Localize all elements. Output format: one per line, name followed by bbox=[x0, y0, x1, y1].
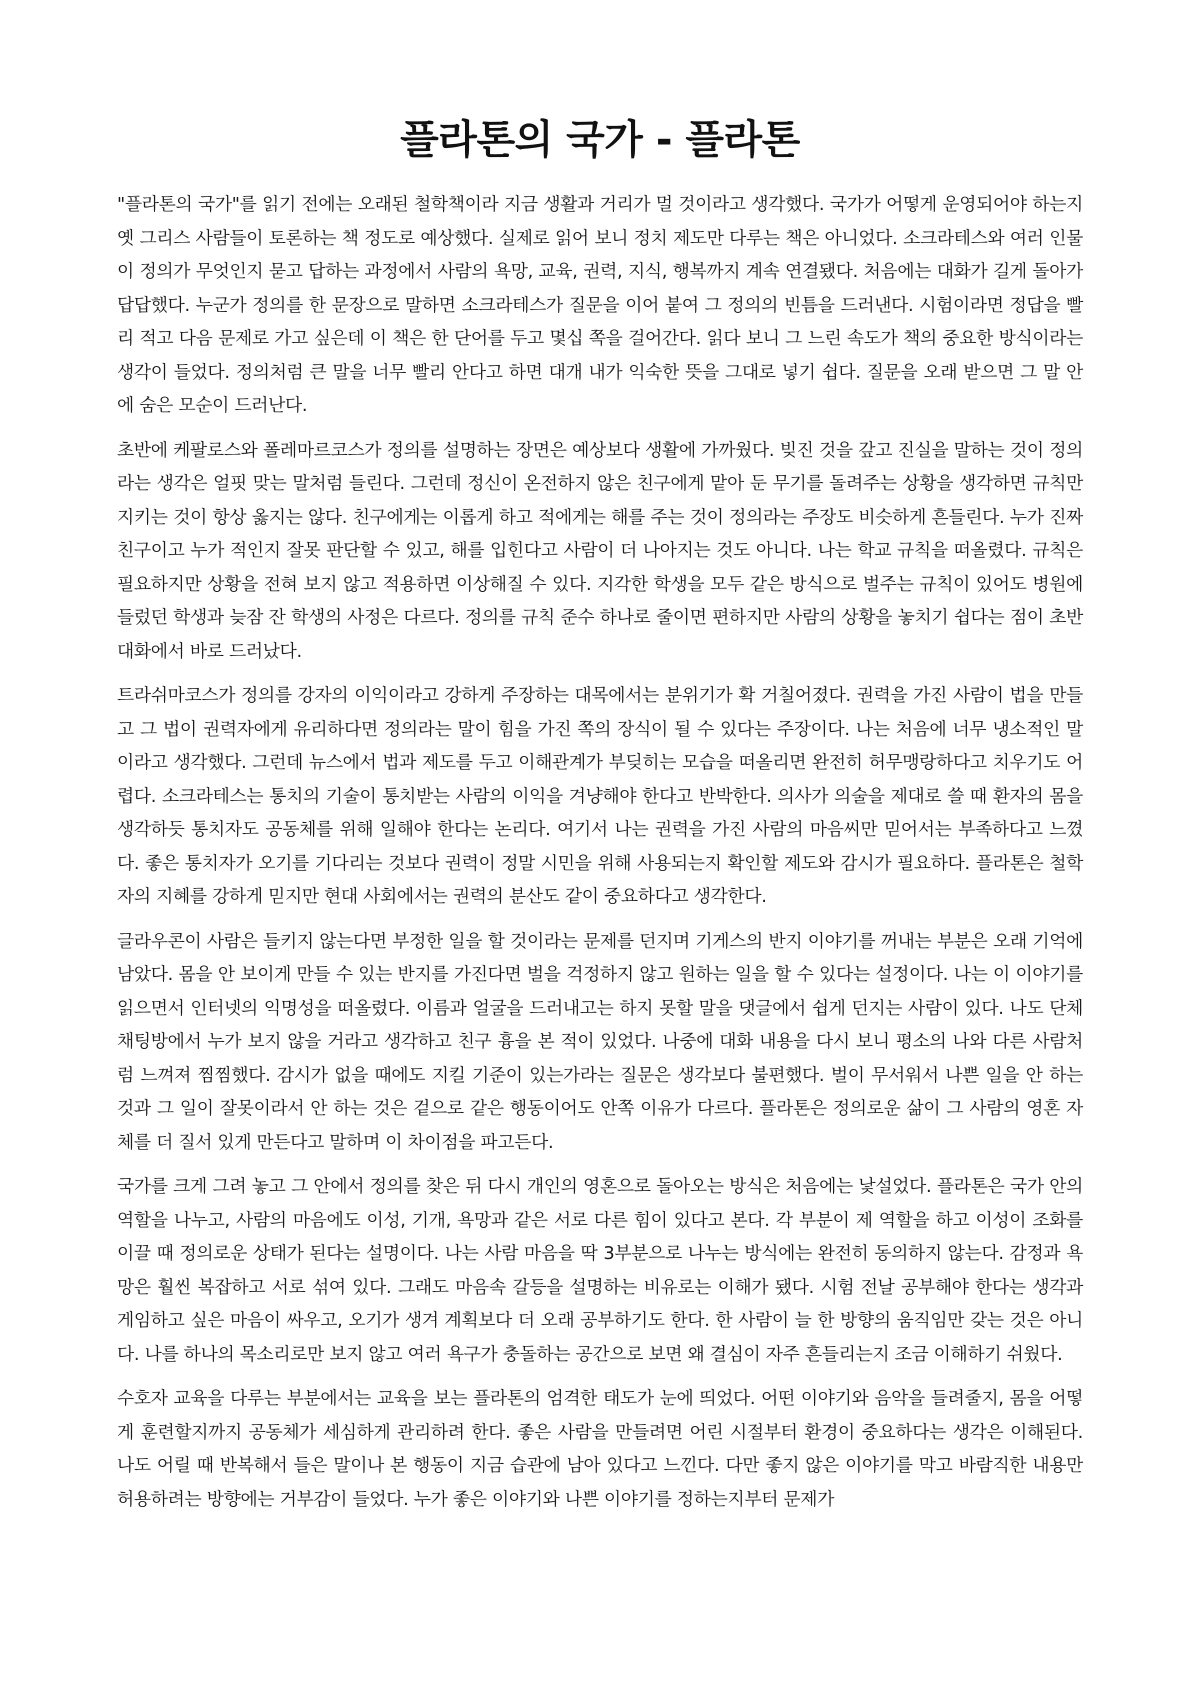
document-page bbox=[117, 114, 1083, 1527]
document-title: 플라톤의 국가 - 플라톤 bbox=[400, 117, 800, 163]
paragraph: 트라쉬마코스가 정의를 강자의 이익이라고 강하게 주장하는 대목에서는 분위기가 확 거칠어졌다. 권력을 가진 사람이 법을 만들고 그 법이 권력자에게 유리하다면 정의라는 말이 힘을 가진 쪽의 장식이 될 수 있다는 주장이다. 나는 처음에 너무 냉소적인 말이라고 생각했다. 그런데 뉴스에서 법과 제도를 두고 이해관계가 부딪히는 모습을 떠올리면 완전히 허무맹랑하다고 치우기도 어렵다. 소크라테스는 통치의 기술이 통치받는 사람의 이익을 겨냥해야 한다고 반박한다. 의사가 의술을 제대로 쓸 때 환자의 몸을 생각하듯 통치자도 공동체를 위해 일해야 한다는 논리다. 여기서 나는 권력을 가진 사람의 마음씨만 믿어서는 부족하다고 느꼈다. 좋은 통치자가 오기를 기다리는 것보다 권력이 정말 시민을 위해 사용되는지 확인할 제도와 감시가 필요하다. 플라톤은 철학자의 지혜를 강하게 믿지만 현대 사회에서는 권력의 분산도 같이 중요하다고 생각한다. bbox=[117, 685, 1083, 907]
paragraph: 수호자 교육을 다루는 부분에서는 교육을 보는 플라톤의 엄격한 태도가 눈에 띄었다. 어떤 이야기와 음악을 들려줄지, 몸을 어떻게 훈련할지까지 공동체가 세심하게 관리하려 한다. 좋은 사람을 만들려면 어린 시절부터 환경이 중요하다는 생각은 이해된다. 나도 어릴 때 반복해서 들은 말이나 본 행동이 지금 습관에 남아 있다고 느낀다. 다만 좋지 않은 이야기를 막고 바람직한 내용만 허용하려는 방향에는 거부감이 들었다. 누가 좋은 이야기와 나쁜 이야기를 정하는지부터 문제가 bbox=[117, 1388, 1083, 1510]
paragraph: 초반에 케팔로스와 폴레마르코스가 정의를 설명하는 장면은 예상보다 생활에 가까웠다. 빚진 것을 갚고 진실을 말하는 것이 정의라는 생각은 얼핏 맞는 말처럼 들린다. 그런데 정신이 온전하지 않은 친구에게 맡아 둔 무기를 돌려주는 상황을 생각하면 규칙만 지키는 것이 항상 옳지는 않다. 친구에게는 이롭게 하고 적에게는 해를 주는 것이 정의라는 주장도 비슷하게 흔들린다. 누가 진짜 친구이고 누가 적인지 잘못 판단할 수 있고, 해를 입힌다고 사람이 더 나아지는 것도 아니다. 나는 학교 규칙을 떠올렸다. 규칙은 필요하지만 상황을 전혀 보지 않고 적용하면 이상해질 수 있다. 지각한 학생을 모두 같은 방식으로 벌주는 규칙이 있어도 병원에 들렀던 학생과 늦잠 잔 학생의 사정은 다르다. 정의를 규칙 준수 하나로 줄이면 편하지만 사람의 상황을 놓치기 쉽다는 점이 초반 대화에서 바로 드러났다. bbox=[117, 439, 1083, 662]
paragraph: "플라톤의 국가"를 읽기 전에는 오래된 철학책이라 지금 생활과 거리가 멀 것이라고 생각했다. 국가가 어떻게 운영되어야 하는지 옛 그리스 사람들이 토론하는 책 정도로 예상했다. 실제로 읽어 보니 정치 제도만 다루는 책은 아니었다. 소크라테스와 여러 인물이 정의가 무엇인지 묻고 답하는 과정에서 사람의 욕망, 교육, 권력, 지식, 행복까지 계속 연결됐다. 처음에는 대화가 길게 돌아가 답답했다. 누군가 정의를 한 문장으로 말하면 소크라테스가 질문을 이어 붙여 그 정의의 빈틈을 드러낸다. 시험이라면 정답을 빨리 적고 다음 문제로 가고 싶은데 이 책은 한 단어를 두고 몇십 쪽을 걸어간다. 읽다 보니 그 느린 속도가 책의 중요한 방식이라는 생각이 들었다. 정의처럼 큰 말을 너무 빨리 안다고 하면 대개 내가 익숙한 뜻을 그대로 넣기 쉽다. 질문을 오래 받으면 그 말 안에 숨은 모순이 드러난다. bbox=[117, 194, 1083, 416]
paragraph: 국가를 크게 그려 놓고 그 안에서 정의를 찾은 뒤 다시 개인의 영혼으로 돌아오는 방식은 처음에는 낯설었다. 플라톤은 국가 안의 역할을 나누고, 사람의 마음에도 이성, 기개, 욕망과 같은 서로 다른 힘이 있다고 본다. 각 부분이 제 역할을 하고 이성이 조화를 이끌 때 정의로운 상태가 된다는 설명이다. 나는 사람 마음을 딱 3부분으로 나누는 방식에는 완전히 동의하지 않는다. 감정과 욕망은 훨씬 복잡하고 서로 섞여 있다. 그래도 마음속 갈등을 설명하는 비유로는 이해가 됐다. 시험 전날 공부해야 한다는 생각과 게임하고 싶은 마음이 싸우고, 오기가 생겨 계획보다 더 오래 공부하기도 한다. 한 사람이 늘 한 방향의 움직임만 갖는 것은 아니다. 나를 하나의 목소리로만 보지 않고 여러 욕구가 충돌하는 공간으로 보면 왜 결심이 자주 흔들리는지 조금 이해하기 쉬웠다. bbox=[117, 1176, 1083, 1365]
paragraph: 글라우콘이 사람은 들키지 않는다면 부정한 일을 할 것이라는 문제를 던지며 기게스의 반지 이야기를 꺼내는 부분은 오래 기억에 남았다. 몸을 안 보이게 만들 수 있는 반지를 가진다면 벌을 걱정하지 않고 원하는 일을 할 수 있다는 설정이다. 나는 이 이야기를 읽으면서 인터넷의 익명성을 떠올렸다. 이름과 얼굴을 드러내고는 하지 못할 말을 댓글에서 쉽게 던지는 사람이 있다. 나도 단체 채팅방에서 누가 보지 않을 거라고 생각하고 친구 흉을 본 적이 있었다. 나중에 대화 내용을 다시 보니 평소의 나와 다른 사람처럼 느껴져 찜찜했다. 감시가 없을 때에도 지킬 기준이 있는가라는 질문은 생각보다 불편했다. 벌이 무서워서 나쁜 일을 안 하는 것과 그 일이 잘못이라서 안 하는 것은 겉으로 같은 행동이어도 안쪽 이유가 다르다. 플라톤은 정의로운 삶이 그 사람의 영혼 자체를 더 질서 있게 만든다고 말하며 이 차이점을 파고든다. bbox=[117, 930, 1083, 1153]
